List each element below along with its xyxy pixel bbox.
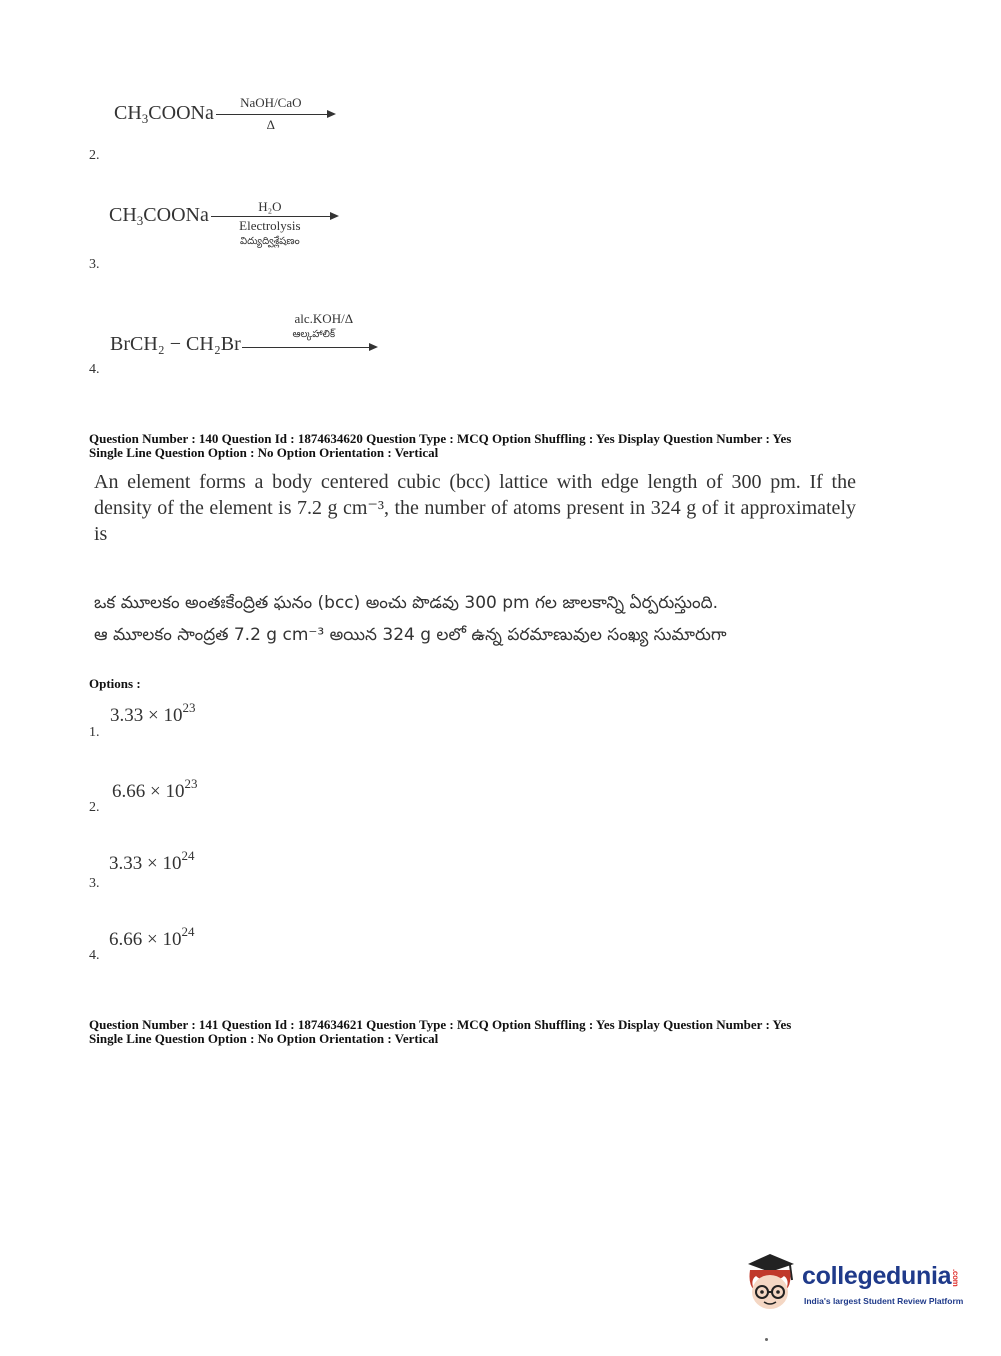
reaction-arrow: alc.KOH/Δ ఆల్కహాలిక్ [242, 312, 376, 356]
question-text-english: An element forms a body centered cubic (bcc) lattice with edge length of 300 pm. If the density of the element is 7.2 g cm⁻³, the number of atoms present in 324 g of it approximately is [94, 471, 856, 545]
logo-tagline: India's largest Student Review Platform [804, 1296, 964, 1306]
question-header-line1: Question Number : 141 Question Id : 1874634621 Question Type : MCQ Option Shuffling : Yes Display Question Number : Yes [89, 1017, 792, 1032]
question-header-line1: Question Number : 140 Question Id : 1874634620 Question Type : MCQ Option Shuffling : Yes Display Question Number : Yes [89, 431, 792, 446]
reaction-2 [114, 96, 334, 132]
scan-mark [765, 1338, 768, 1341]
reaction-4-reactant: BrCH₂ − CH₂Br [110, 333, 241, 355]
options-label: Options : [89, 676, 141, 691]
question-header-line2: Single Line Question Option : No Option Orientation : Vertical [89, 445, 439, 460]
telugu-line-2: ఆ మూలకం సాంద్రత 7.2 g cm⁻³ అయిన 324 g లలో ఉన్న పరమాణువుల సంఖ్య సుమారుగా [94, 625, 727, 645]
reaction-2-reactant: $CH_3COONa$ [114, 101, 214, 126]
telugu-line-1: ఒక మూలకం అంతఃకేంద్రిత ఘనం (bcc) అంచు పొడవు 300 pm గల జాలకాన్ని ఏర్పరుస్తుంది. [94, 593, 719, 613]
option-number: 1. [89, 725, 100, 740]
option-2-value: $6.66 \times 10^{23}$ [112, 776, 198, 802]
question-header [89, 1018, 791, 1046]
reaction-3 [109, 198, 337, 254]
option-1-value: $3.33 \times 10^{23}$ [110, 700, 196, 726]
option-number: 2. [89, 148, 100, 163]
option-number: 3. [89, 876, 100, 891]
mascot-icon [740, 1250, 800, 1312]
question-header [89, 432, 791, 460]
collegedunia-logo [740, 1250, 970, 1312]
option-number: 4. [89, 362, 100, 377]
question-text-telugu [94, 587, 894, 651]
reaction-3-reactant: $CH_3COONa$ [109, 204, 209, 228]
reaction-arrow: H₂O Electrolysis విద్యుద్విశ్లేషణం [211, 198, 337, 254]
option-number: 2. [89, 800, 100, 815]
option-4-value: $6.66 \times 10^{24}$ [109, 924, 195, 950]
option-number: 3. [89, 257, 100, 272]
question-header-line2: Single Line Question Option : No Option Orientation : Vertical [89, 1031, 439, 1046]
option-3-value: $3.33 \times 10^{24}$ [109, 848, 195, 874]
reaction-arrow: NaOH/CaO Δ [216, 96, 334, 132]
option-number: 4. [89, 948, 100, 963]
logo-name: collegedunia.com [802, 1262, 961, 1290]
reaction-4 [110, 308, 376, 356]
